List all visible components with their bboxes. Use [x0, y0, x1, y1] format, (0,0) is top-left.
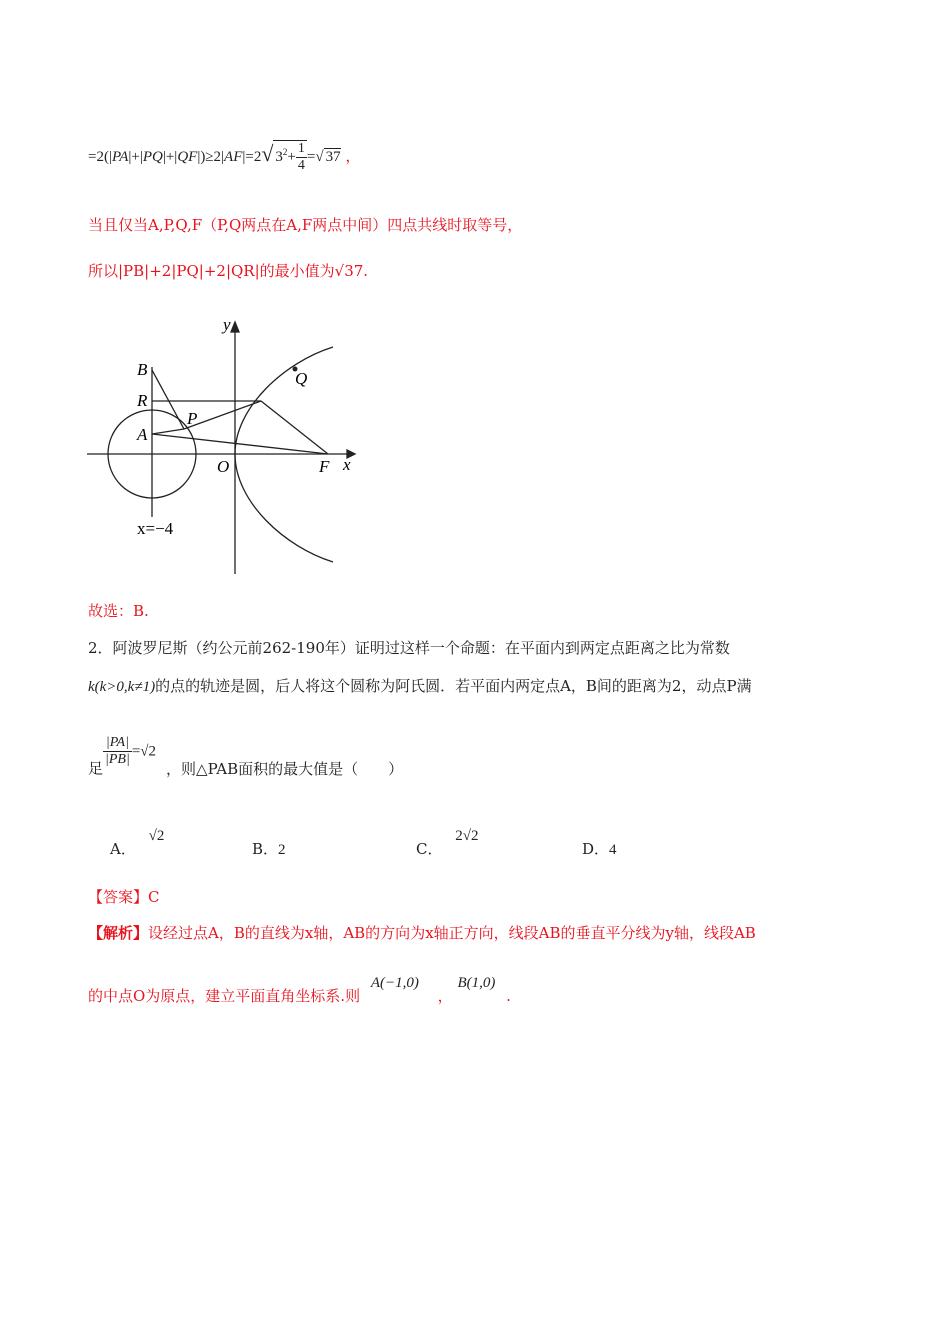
label-x: x: [343, 455, 351, 474]
option-D-value: 4: [609, 842, 617, 858]
line3-suffix: ，则△PAB面积的最大值是（ ）: [166, 759, 404, 778]
ratio-den: |PB|: [105, 752, 130, 767]
ratio-fraction: [103, 735, 132, 768]
option-D-label: D．: [582, 840, 610, 858]
question2-line2: [88, 675, 752, 696]
option-B-value: 2: [278, 842, 286, 858]
analysis-line2: [88, 975, 511, 1006]
label-y: y: [223, 315, 231, 334]
question2-line1: [88, 637, 730, 658]
option-A-value: √2: [148, 828, 165, 844]
point-end: .: [506, 987, 511, 1005]
analysis-tag: 【解析】: [88, 924, 149, 942]
answer-tag: 【答案】: [88, 888, 149, 906]
geometry-figure: [85, 312, 375, 582]
label-R: R: [137, 391, 148, 410]
equation-line: =2(|PA|+|PQ|+|QF|)≥2|AF|=2√ $3^2+$ $\frac{1}{4}$ =√ 37 ，: [88, 140, 361, 173]
segment-AP: [152, 429, 184, 434]
segment-curve-F: [261, 401, 328, 454]
option-C-label: C．: [416, 840, 443, 858]
ratio-num: |PA|: [103, 735, 132, 752]
question-number: 2．: [88, 639, 113, 657]
point-sep: ，: [437, 987, 453, 1005]
point-B: B(1,0): [457, 975, 496, 991]
answer2: [88, 886, 160, 907]
label-line-eq: x=−4: [137, 519, 174, 538]
label-B: B: [137, 360, 148, 379]
option-A: [110, 828, 165, 859]
option-C-value: 2√2: [455, 828, 479, 844]
question-text-1: 阿波罗尼斯（约公元前262-190年）证明过这样一个命题：在平面内到两定点距离之比为常数: [112, 639, 730, 657]
option-D: [582, 838, 617, 859]
answer-prev: 故选：B.: [88, 602, 149, 620]
label-O: O: [217, 457, 230, 476]
k-condition: k(k>0,k≠1): [88, 679, 156, 695]
option-C: [416, 828, 479, 859]
y-axis-arrow: [231, 322, 239, 332]
option-B-label: B．: [252, 840, 279, 858]
segment-AF: [152, 434, 328, 454]
analysis-text-1: 设经过点A，B的直线为x轴，AB的方向为x轴正方向，线段AB的垂直平分线为y轴，线段AB: [148, 924, 756, 942]
point-A: A(−1,0): [370, 975, 419, 991]
option-B: [252, 838, 286, 859]
segment-BP: [152, 370, 184, 429]
ratio-rhs: =√2: [131, 743, 157, 760]
sqrt-body: $3^2+$ $\frac{1}{4}$: [275, 141, 305, 173]
label-P: P: [187, 409, 198, 428]
question-text-2: 的点的轨迹是圆，后人将这个圆称为阿氏圆．若平面内两定点A，B间的距离为2，动点P满: [155, 677, 752, 695]
question2-line3: [88, 735, 403, 779]
conclusion: 所以|PB|+2|PQ|+2|QR|的最小值为√37.: [88, 262, 369, 280]
label-F: F: [319, 457, 330, 476]
line3-prefix: 足: [88, 759, 104, 778]
label-Q: Q: [295, 369, 308, 388]
analysis-text-2: 的中点O为原点，建立平面直角坐标系.则: [88, 987, 361, 1005]
analysis-line1: [88, 922, 756, 943]
answer-value: C: [148, 888, 160, 906]
equality-condition: 当且仅当A,P,Q,F（P,Q两点在A,F两点中间）四点共线时取等号，: [88, 216, 523, 234]
option-A-label: A．: [110, 840, 136, 858]
equation-render: =2(|PA|+|PQ|+|QF|)≥2|AF|=2√ $3^2+$ $\frac{1}{4}$ =√ 37: [88, 140, 341, 173]
label-A: A: [137, 425, 148, 444]
